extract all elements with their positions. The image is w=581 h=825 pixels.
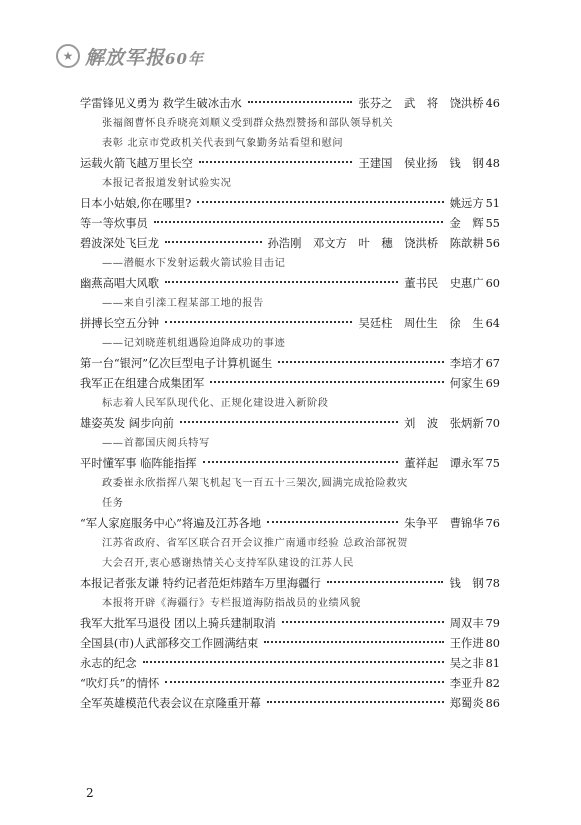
entry-subtitle: 标志着人民军队现代化、正规化建设进入新阶段: [102, 398, 329, 409]
dot-leader: [267, 521, 398, 523]
entry-authors: 周双丰: [449, 617, 484, 630]
entry-page: 51: [485, 197, 500, 210]
toc-entry-row: [80, 614, 500, 634]
dot-leader: [282, 621, 444, 623]
toc-entry[interactable]: [80, 154, 500, 194]
toc-entry-row: [80, 194, 500, 214]
entry-authors: 郑蜀炎: [449, 697, 484, 710]
toc-entry-row: [80, 374, 500, 394]
entry-authors: 吴之非: [449, 657, 484, 670]
entry-subtitle: 本报记者报道发射试验实况: [102, 178, 232, 189]
toc-entry[interactable]: [80, 214, 500, 234]
toc-entry-row: [80, 214, 500, 234]
entry-subtitle: 表彰 北京市党政机关代表到气象勤务站看望和慰问: [102, 138, 344, 149]
masthead-logo: [85, 43, 204, 70]
entry-title: 全国县(市)人武部移交工作圆满结束: [80, 637, 259, 650]
toc-entry[interactable]: [80, 574, 500, 614]
toc-entry[interactable]: [80, 94, 500, 154]
toc-entry[interactable]: [80, 634, 500, 654]
entry-authors: 李亚升: [449, 677, 484, 690]
star-emblem-icon: ★: [56, 44, 80, 68]
entry-page: 56: [485, 237, 500, 250]
entry-title: 永志的纪念: [80, 657, 137, 670]
entry-subtitle: 大会召开,衷心感谢热情关心支持军队建设的江苏人民: [102, 558, 354, 569]
toc-entry-row: [80, 234, 500, 254]
dot-leader: [197, 201, 443, 203]
dot-leader: [210, 381, 443, 383]
entry-title: 本报记者张友谦 特约记者范炬炜踏车万里海疆行: [80, 577, 321, 590]
entry-page: 80: [485, 637, 500, 650]
toc-entry-row: [80, 634, 500, 654]
entry-authors: 张芬之 武 将 饶洪桥: [358, 97, 484, 110]
dot-leader: [248, 101, 353, 103]
toc-entry[interactable]: [80, 194, 500, 214]
toc-entry[interactable]: [80, 274, 500, 314]
entry-page: 70: [485, 417, 500, 430]
entry-title: 学雷锋见义勇为 救学生破冰击水: [80, 97, 242, 110]
entry-authors: 钱 钢: [449, 577, 484, 590]
dot-leader: [165, 241, 261, 243]
entry-page: 55: [485, 217, 500, 230]
toc-entry[interactable]: [80, 614, 500, 634]
table-of-contents: [80, 94, 500, 714]
entry-title: 运载火箭飞越万里长空: [80, 157, 193, 170]
toc-entry-row: [80, 354, 500, 374]
toc-entry-row: [80, 274, 500, 294]
entry-page: 46: [485, 97, 500, 110]
toc-entry-row: [80, 694, 500, 714]
dot-leader: [264, 641, 443, 643]
toc-entry[interactable]: [80, 234, 500, 274]
toc-entry[interactable]: [80, 374, 500, 414]
entry-title: 我军正在组建合成集团军: [80, 377, 205, 390]
dot-leader: [180, 421, 398, 423]
entry-authors: 李培才: [449, 357, 484, 370]
toc-entry[interactable]: [80, 354, 500, 374]
dot-leader: [143, 661, 444, 663]
dot-leader: [203, 461, 399, 463]
entry-page: 67: [485, 357, 500, 370]
entry-title: 平时懂军事 临阵能指挥: [80, 457, 197, 470]
entry-subtitle: ——首都国庆阅兵特写: [102, 438, 210, 449]
entry-page: 78: [485, 577, 500, 590]
entry-title: “吹灯兵”的情怀: [80, 677, 160, 690]
entry-subtitle: ——潜艇水下发射运载火箭试验目击记: [102, 258, 286, 269]
toc-entry-row: [80, 454, 500, 474]
toc-entry-row: [80, 674, 500, 694]
toc-entry[interactable]: [80, 314, 500, 354]
toc-entry-row: [80, 154, 500, 174]
entry-title: 日本小姑娘,你在哪里?: [80, 197, 192, 210]
entry-subtitle: 政委崔永欣指挥八架飞机起飞一百五十三架次,圆满完成抢险救灾: [102, 478, 408, 489]
entry-subtitle: ——来自引滦工程某部工地的报告: [102, 298, 264, 309]
dot-leader: [327, 581, 444, 583]
entry-authors: 何家生: [449, 377, 484, 390]
entry-title: 碧波深处飞巨龙: [80, 237, 160, 250]
toc-entry-row: [80, 654, 500, 674]
toc-entry-row: [80, 414, 500, 434]
entry-subtitle: 江苏省政府、省军区联合召开会议推广南通市经验 总政治部祝贺: [102, 538, 408, 549]
entry-authors: 王作进: [449, 637, 484, 650]
entry-title: “军人家庭服务中心”将遍及江苏各地: [80, 517, 262, 530]
page-number: 2: [86, 786, 94, 800]
entry-authors: 董书民 史惠广: [404, 277, 484, 290]
dot-leader: [165, 681, 443, 683]
entry-page: 69: [485, 377, 500, 390]
dot-leader: [267, 701, 444, 703]
dot-leader: [199, 161, 352, 163]
entry-title: 第一台“银河”亿次巨型电子计算机诞生: [80, 357, 273, 370]
masthead-title: 解放军报: [85, 46, 166, 69]
entry-authors: 金 辉: [449, 217, 484, 230]
entry-page: 81: [485, 657, 500, 670]
toc-entry[interactable]: [80, 514, 500, 574]
entry-page: 76: [485, 517, 500, 530]
toc-entry[interactable]: [80, 674, 500, 694]
masthead-header: [56, 42, 204, 70]
dot-leader: [165, 281, 398, 283]
toc-entry[interactable]: [80, 654, 500, 674]
entry-title: 全军英雄模范代表会议在京隆重开幕: [80, 697, 261, 710]
entry-title: 等一等炊事员: [80, 217, 148, 230]
dot-leader: [154, 221, 444, 223]
entry-page: 75: [485, 457, 500, 470]
toc-entry[interactable]: [80, 414, 500, 454]
entry-subtitle: 张福阁曹怀良乔晓亮刘顺义受到群众热烈赞扬和部队领导机关: [102, 118, 394, 129]
toc-entry-row: [80, 314, 500, 334]
entry-subtitle: 任务: [102, 498, 124, 509]
entry-title: 我军大批军马退役 团以上骑兵建制取消: [80, 617, 276, 630]
entry-authors: 王建国 侯业扬 钱 钢: [358, 157, 484, 170]
toc-entry[interactable]: [80, 694, 500, 714]
entry-authors: 吴廷柱 周仕生 徐 生: [358, 317, 484, 330]
entry-title: 幽燕高唱大风歌: [80, 277, 160, 290]
entry-authors: 刘 波 张炳新: [403, 417, 484, 430]
toc-entry-row: [80, 94, 500, 114]
entry-subtitle: 本报将开辟《海疆行》专栏报道海防指战员的业绩风貌: [102, 598, 361, 609]
entry-page: 60: [485, 277, 500, 290]
masthead-anniversary: 60年: [165, 49, 204, 68]
toc-entry[interactable]: [80, 454, 500, 514]
entry-page: 64: [485, 317, 500, 330]
entry-page: 86: [485, 697, 500, 710]
entry-authors: 董祥起 谭永军: [404, 457, 484, 470]
entry-authors: 孙浩刚 邓文方 叶 穗 饶洪桥 陈歆耕: [267, 237, 484, 250]
toc-entry-row: [80, 574, 500, 594]
entry-title: 拼搏长空五分钟: [80, 317, 160, 330]
dot-leader: [165, 321, 352, 323]
entry-page: 48: [485, 157, 500, 170]
toc-entry-row: [80, 514, 500, 534]
entry-page: 79: [485, 617, 500, 630]
entry-title: 雄姿英发 阔步向前: [80, 417, 174, 430]
entry-subtitle: ——记刘晓莲机组遇险迫降成功的事迹: [102, 338, 286, 349]
entry-authors: 朱争平 曹锦华: [404, 517, 484, 530]
dot-leader: [278, 361, 443, 363]
entry-authors: 姚远方: [449, 197, 484, 210]
entry-page: 82: [485, 677, 500, 690]
